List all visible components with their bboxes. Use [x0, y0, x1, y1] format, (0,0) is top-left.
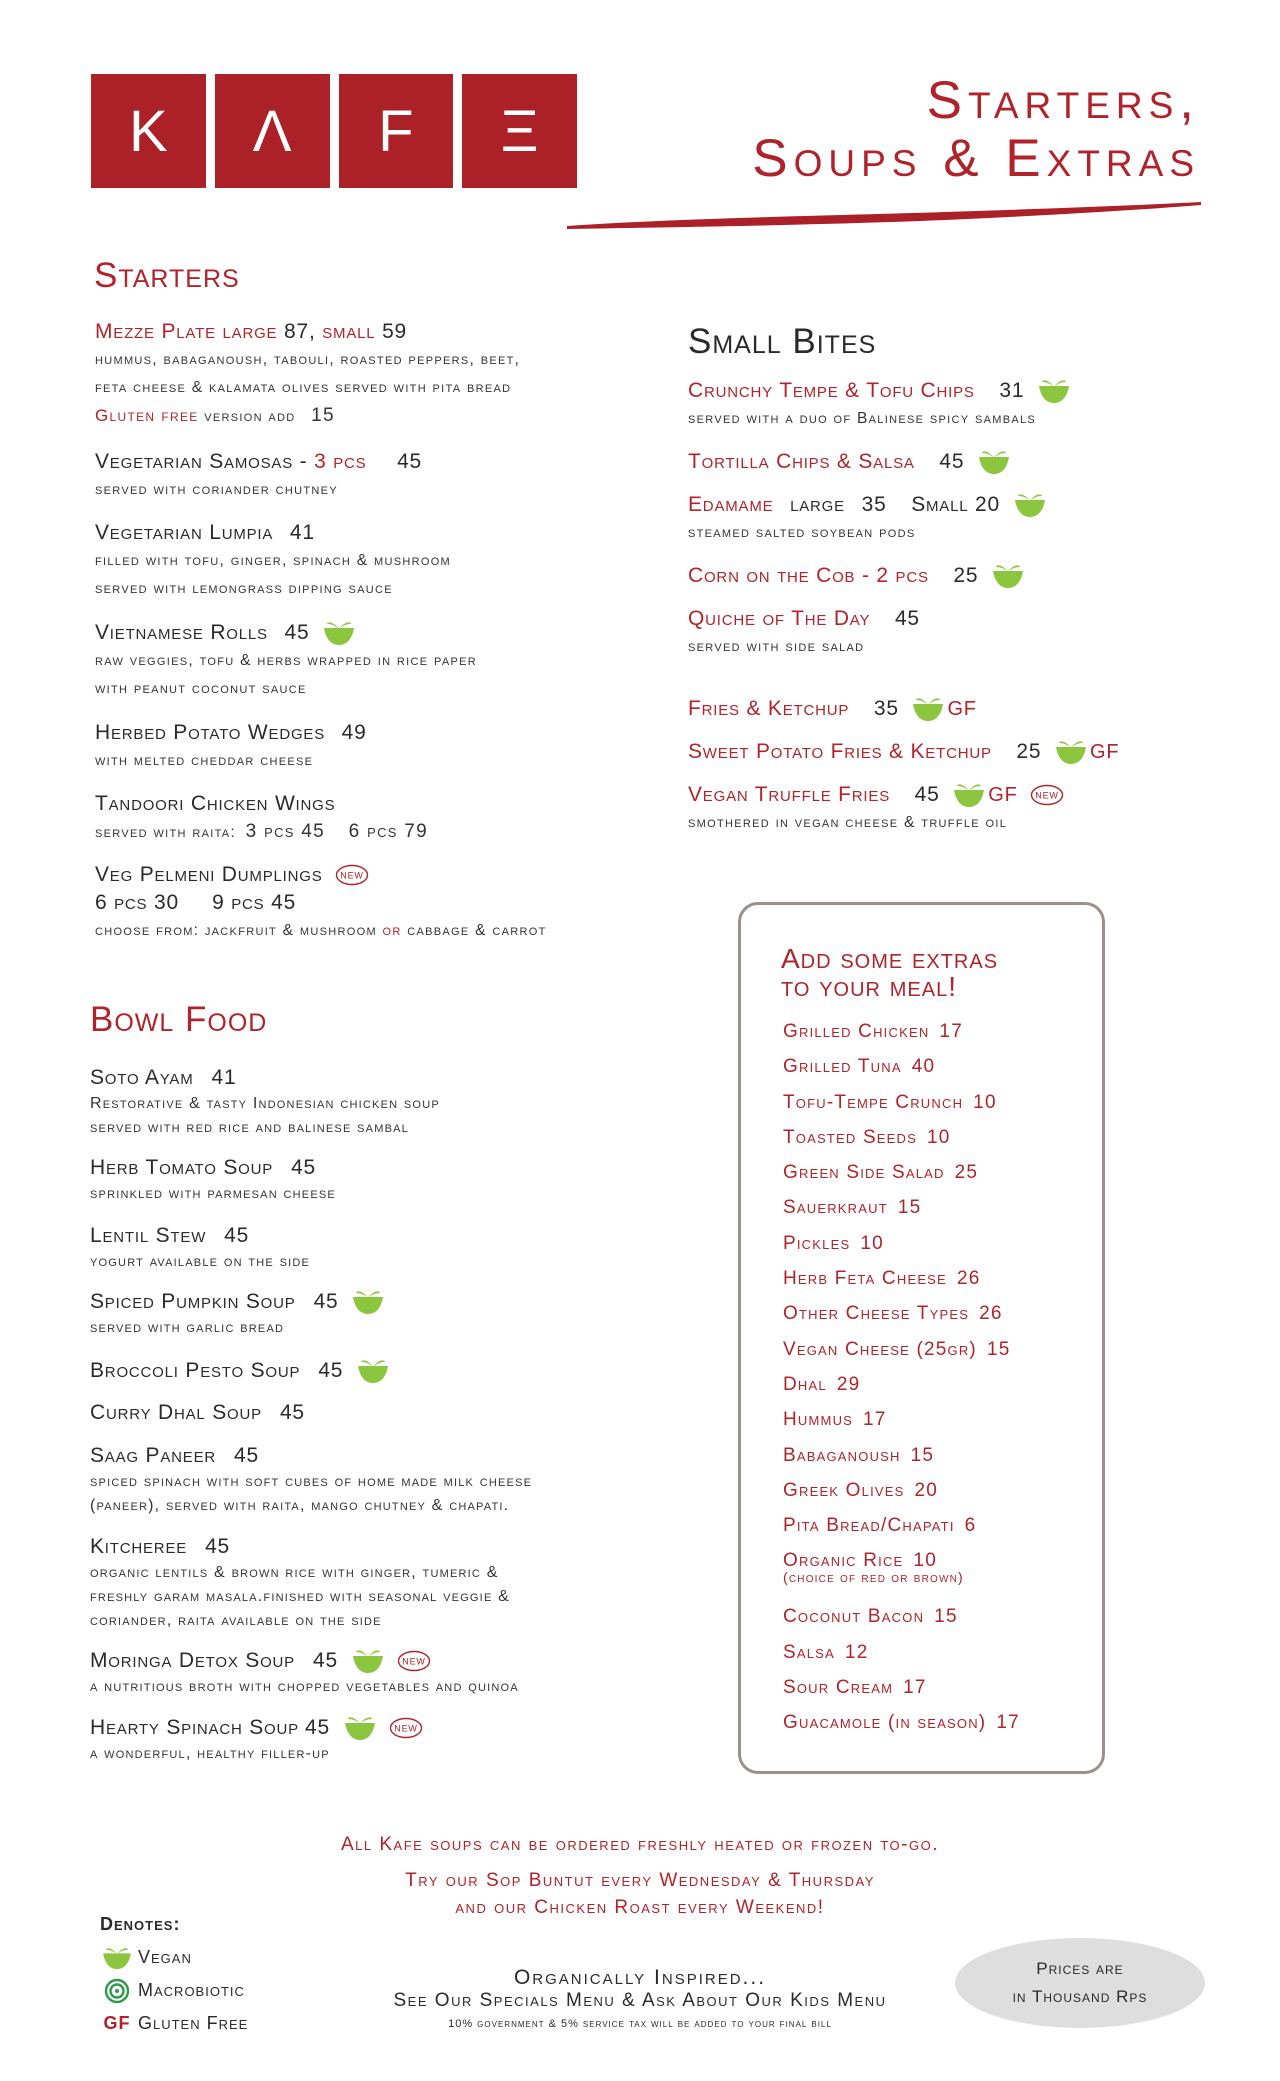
item-price: 41: [211, 1066, 237, 1089]
item-name: Broccoli Pesto Soup: [90, 1359, 301, 1382]
item-description: hummus, babaganoush, tabouli, roasted peppers, beet,: [95, 351, 521, 368]
item-description: served with raita:: [95, 824, 237, 841]
item-price: 35: [861, 493, 887, 516]
item-name: Kitcheree: [90, 1535, 188, 1558]
item-name: Vegetarian Lumpia: [95, 521, 274, 544]
extra-name: Guacamole (in season): [783, 1712, 987, 1734]
starter-item-potato-wedges: [95, 719, 695, 775]
extra-price: 15: [986, 1338, 1011, 1360]
gluten-free-badge: GF: [988, 784, 1018, 806]
new-badge-text: NEW: [1035, 790, 1059, 801]
bite-item-edamame: [688, 491, 1280, 547]
item-name: Vietnamese Rolls: [95, 621, 268, 644]
extra-item: [783, 1127, 1020, 1162]
item-name: Vegetarian Samosas -: [95, 450, 308, 473]
extra-item: [783, 1515, 1020, 1550]
extra-price: 15: [910, 1444, 935, 1466]
item-description-or: or: [382, 922, 402, 939]
new-badge-icon: [335, 864, 369, 886]
vegan-leaf-icon: [322, 620, 356, 646]
extras-title-line1: Add some extras: [781, 943, 999, 974]
extra-name: Vegan Cheese (25gr): [783, 1338, 977, 1360]
extra-item: [783, 1480, 1020, 1515]
item-name: Tandoori Chicken Wings: [95, 792, 336, 815]
prices-currency-note: [955, 1938, 1205, 2028]
extra-name: Grilled Chicken: [783, 1021, 930, 1042]
extra-price: 17: [863, 1409, 887, 1431]
item-price: 45: [313, 1290, 339, 1313]
vegan-leaf-icon: [356, 1358, 390, 1384]
starter-item-samosas: [95, 448, 695, 504]
item-option: 6 pcs 79: [348, 821, 429, 842]
extras-title: [781, 945, 998, 1001]
new-badge-icon: [1030, 784, 1064, 806]
item-price: 15: [311, 405, 335, 426]
extra-name: Dhal: [783, 1373, 827, 1395]
item-name: Mezze Plate large: [95, 320, 278, 343]
extra-item: [783, 1642, 1020, 1677]
bowl-item-kitcheree: [90, 1533, 710, 1633]
item-description: served with side salad: [688, 638, 865, 655]
legend-title: Denotes:: [100, 1914, 181, 1934]
item-name: Tortilla Chips & Salsa: [688, 450, 915, 473]
gluten-free-note: version add: [204, 408, 296, 425]
item-price: 45: [234, 1444, 259, 1467]
item-description: sprinkled with parmesan cheese: [90, 1185, 336, 1202]
extra-name: Pita Bread/Chapati: [783, 1515, 955, 1537]
item-price: 87,: [284, 320, 316, 343]
bite-item-fries: [688, 695, 1280, 723]
vegan-leaf-icon: [911, 696, 945, 722]
gluten-free-abbrev: GF: [103, 2013, 131, 2033]
item-description: feta cheese & kalamata olives served with pita bread: [95, 379, 512, 396]
bowl-item-soto-ayam: [90, 1064, 710, 1140]
extra-price: 10: [860, 1232, 884, 1254]
vegan-leaf-icon: [1054, 739, 1088, 765]
item-price: 25: [953, 564, 979, 587]
item-description: yogurt available on the side: [90, 1253, 311, 1270]
item-price: 45: [291, 1156, 317, 1179]
vegan-leaf-icon: [351, 1289, 385, 1315]
legend-gluten-free-label: Gluten Free: [138, 2013, 249, 2033]
page-title: [752, 72, 1200, 188]
extra-price: 40: [911, 1056, 936, 1078]
item-description: with melted cheddar cheese: [95, 752, 314, 769]
starter-item-lumpia: [95, 519, 695, 603]
item-description: steamed salted soybean pods: [688, 524, 916, 541]
item-description: Restorative & tasty Indonesian chicken soup: [90, 1095, 440, 1112]
extra-item: [783, 1445, 1020, 1480]
vegan-leaf-icon: [977, 449, 1011, 475]
item-price: 59: [382, 320, 408, 343]
vegan-leaf-icon: [351, 1648, 385, 1674]
starter-item-pelmeni: [95, 861, 715, 945]
vegan-leaf-icon: [343, 1715, 377, 1741]
item-price: 45: [939, 450, 965, 473]
extra-price: 10: [927, 1126, 951, 1148]
gluten-free-badge: GF: [947, 698, 977, 720]
extra-item: [783, 1550, 1020, 1606]
item-description: served with coriander chutney: [95, 481, 338, 498]
starter-item-vietnamese-rolls: [95, 619, 695, 703]
item-price: 20: [975, 493, 1001, 516]
item-description: a wonderful, healthy filler-up: [90, 1745, 330, 1762]
item-description: a nutritious broth with chopped vegetables and quinoa: [90, 1678, 519, 1695]
brush-stroke-divider: [565, 196, 1205, 236]
bowl-item-hearty-spinach: [90, 1714, 710, 1766]
item-description: served with a duo of Balinese spicy sambals: [688, 410, 1037, 427]
bite-item-sweet-potato-fries: [688, 738, 1280, 766]
starter-item-chicken-wings: [95, 790, 695, 847]
extra-item: [783, 1233, 1020, 1268]
gluten-free-badge: GF: [1090, 741, 1120, 763]
extra-name: Tofu-Tempe Crunch: [783, 1091, 964, 1113]
vegan-leaf-icon: [991, 563, 1025, 589]
item-price: 45: [318, 1359, 344, 1382]
item-price: 45: [224, 1224, 250, 1247]
extra-price: 12: [844, 1641, 869, 1663]
extra-name: Coconut Bacon: [783, 1606, 925, 1628]
new-badge-text: NEW: [402, 1656, 426, 1667]
extra-price: 17: [939, 1021, 963, 1042]
extra-price: 26: [979, 1303, 1003, 1325]
bite-item-tempe-chips: [688, 377, 1280, 433]
item-description: filled with tofu, ginger, spinach & mushroom: [95, 552, 452, 569]
extra-name: Greek Olives: [783, 1479, 905, 1501]
item-size-label: large: [790, 493, 845, 516]
item-name: Herb Tomato Soup: [90, 1156, 274, 1179]
bite-item-quiche: [688, 605, 1280, 661]
extra-price: 10: [973, 1091, 997, 1113]
item-option: 3 pcs 45: [245, 821, 326, 842]
item-price: 35: [873, 697, 899, 720]
logo-letter-k: K: [91, 74, 206, 188]
item-name: Quiche of The Day: [688, 607, 871, 630]
extra-item: [783, 1092, 1020, 1127]
bowl-item-broccoli-pesto: [90, 1357, 710, 1385]
vegan-leaf-icon: [1013, 492, 1047, 518]
item-size-label: Small: [911, 493, 969, 516]
item-name: Saag Paneer: [90, 1444, 217, 1467]
extra-price: 17: [996, 1712, 1020, 1734]
item-description: coriander, raita available on the side: [90, 1612, 382, 1629]
promo-line-1: Try our Sop Buntut every Wednesday & Thursday: [405, 1870, 875, 1891]
new-badge-icon: [389, 1717, 423, 1739]
item-price: 45: [205, 1535, 231, 1558]
item-price: 45: [914, 783, 940, 806]
item-description: spiced spinach with soft cubes of home made milk cheese: [90, 1473, 533, 1490]
extra-item: [783, 1712, 1020, 1747]
item-name: Fries & Ketchup: [688, 697, 850, 720]
extra-name: Green Side Salad: [783, 1162, 945, 1184]
item-price: 45: [284, 621, 310, 644]
item-price: 45: [304, 1716, 330, 1739]
extra-item: [783, 1162, 1020, 1197]
extra-item: [783, 1056, 1020, 1091]
extra-item: [783, 1339, 1020, 1374]
item-name: Edamame: [688, 493, 774, 516]
item-name: Corn on the Cob - 2 pcs: [688, 564, 929, 587]
item-description: freshly garam masala.finished with seasonal veggie &: [90, 1588, 510, 1605]
new-badge-text: NEW: [394, 1723, 418, 1734]
extra-item: [783, 1677, 1020, 1712]
bowl-item-curry-dhal: [90, 1399, 710, 1427]
item-name: Lentil Stew: [90, 1224, 207, 1247]
item-name: Curry Dhal Soup: [90, 1401, 262, 1424]
tagline: Organically Inspired...: [513, 1966, 767, 1989]
extra-price: 17: [903, 1677, 927, 1699]
extra-name: Babaganoush: [783, 1444, 901, 1466]
soups-to-go-note: All Kafe soups can be ordered freshly heated or frozen to-go.: [340, 1834, 940, 1855]
extras-box: [738, 902, 1105, 1774]
item-price: 31: [999, 379, 1025, 402]
item-description: organic lentils & brown rice with ginger, tumeric &: [90, 1564, 499, 1581]
bite-item-truffle-fries: [688, 781, 1280, 837]
item-description: smothered in vegan cheese & truffle oil: [688, 814, 1008, 831]
bowl-food-title: Bowl Food: [90, 1000, 268, 1039]
item-name: Vegan Truffle Fries: [688, 783, 891, 806]
item-options: 6 pcs 30 9 pcs 45: [95, 891, 297, 914]
item-price: 45: [397, 450, 423, 473]
specials-note: See Our Specials Menu & Ask About Our Kids Menu: [393, 1990, 887, 2011]
extra-price: 6: [964, 1515, 977, 1537]
new-badge-icon: [397, 1650, 431, 1672]
item-price: 45: [279, 1401, 305, 1424]
extra-name: Pickles: [783, 1232, 851, 1254]
item-name: Sweet Potato Fries & Ketchup: [688, 740, 992, 763]
logo-letter-a: Λ: [215, 74, 330, 188]
extra-name: Herb Feta Cheese: [783, 1268, 947, 1290]
item-name: Soto Ayam: [90, 1066, 194, 1089]
item-price: 49: [341, 721, 367, 744]
extra-name: Sauerkraut: [783, 1197, 888, 1219]
gluten-free-label: Gluten free: [95, 406, 199, 425]
item-name: Herbed Potato Wedges: [95, 721, 326, 744]
extra-name: Hummus: [783, 1409, 854, 1431]
bite-item-tortilla-chips: [688, 448, 1280, 476]
bowl-item-pumpkin-soup: [90, 1288, 710, 1340]
item-name: Veg Pelmeni Dumplings: [95, 863, 323, 886]
extra-item: [783, 1197, 1020, 1232]
extras-list: [783, 1021, 1020, 1748]
extra-price: 26: [956, 1268, 981, 1290]
extra-name: Other Cheese Types: [783, 1303, 970, 1325]
item-description: served with garlic bread: [90, 1319, 285, 1336]
page-title-line2: Soups & Extras: [752, 129, 1200, 188]
extra-name: Sour Cream: [783, 1677, 894, 1699]
item-name: Crunchy Tempe & Tofu Chips: [688, 379, 975, 402]
extra-item: [783, 1268, 1020, 1303]
item-description: served with lemongrass dipping sauce: [95, 580, 393, 597]
item-size-label: small: [322, 320, 376, 343]
bowl-item-lentil-stew: [90, 1222, 710, 1274]
legend-macrobiotic-label: Macrobiotic: [138, 1980, 245, 2000]
item-price: 25: [1016, 740, 1042, 763]
small-bites-title: Small Bites: [688, 322, 877, 361]
extra-item: [783, 1021, 1020, 1056]
legend-vegan-label: Vegan: [138, 1947, 192, 1967]
extra-name: Salsa: [783, 1641, 835, 1663]
extra-price: 15: [934, 1606, 958, 1628]
item-name: Spiced Pumpkin Soup: [90, 1290, 296, 1313]
bowl-item-saag-paneer: [90, 1442, 710, 1518]
extra-name: Toasted Seeds: [783, 1126, 918, 1148]
starter-item-mezze: [95, 318, 695, 431]
extras-title-line2: to your meal!: [781, 971, 957, 1002]
extra-price: 20: [914, 1479, 939, 1501]
extra-price: 25: [954, 1162, 979, 1184]
extra-name: Grilled Tuna: [783, 1056, 902, 1078]
item-price: 41: [289, 521, 315, 544]
starters-title: Starters: [94, 256, 240, 295]
extra-item: [783, 1606, 1020, 1641]
extra-note: (choice of red or brown): [783, 1569, 964, 1586]
bowl-item-moringa: [90, 1647, 710, 1699]
extra-item: [783, 1303, 1020, 1338]
item-description: raw veggies, tofu & herbs wrapped in rice paper: [95, 652, 477, 669]
bowl-item-herb-tomato: [90, 1154, 710, 1206]
item-description: choose from: jackfruit & mushroom: [95, 922, 377, 939]
page-title-line1: Starters,: [926, 71, 1200, 130]
item-pieces: 3 pcs: [314, 450, 367, 473]
item-description: (paneer), served with raita, mango chutney & chapati.: [90, 1497, 510, 1514]
item-description: served with red rice and balinese sambal: [90, 1119, 409, 1136]
prices-line2: in Thousand Rps: [1012, 1987, 1148, 2006]
tax-note: 10% government & 5% service tax will be added to your final bill: [448, 2018, 832, 2030]
item-description: cabbage & carrot: [407, 922, 547, 939]
logo-letter-e: Ξ: [462, 74, 577, 188]
item-price: 45: [894, 607, 920, 630]
extra-price: 10: [913, 1550, 937, 1572]
logo-letter-f: F: [339, 74, 454, 188]
item-name: Moringa Detox Soup: [90, 1649, 295, 1672]
item-description: with peanut coconut sauce: [95, 680, 307, 697]
extra-item: [783, 1374, 1020, 1409]
extra-price: 15: [897, 1197, 922, 1219]
prices-line1: Prices are: [1036, 1959, 1124, 1978]
extra-item: [783, 1409, 1020, 1444]
vegan-leaf-icon: [952, 782, 986, 808]
item-name: Hearty Spinach Soup: [90, 1716, 299, 1739]
new-badge-text: NEW: [340, 870, 364, 881]
item-price: 45: [312, 1649, 338, 1672]
extra-price: 29: [836, 1373, 861, 1395]
extra-name: Organic Rice: [783, 1550, 904, 1572]
kafe-logo: [91, 74, 577, 188]
vegan-leaf-icon: [1037, 378, 1071, 404]
promo-line-2: and our Chicken Roast every Weekend!: [455, 1897, 825, 1918]
bite-item-corn: [688, 562, 1280, 590]
